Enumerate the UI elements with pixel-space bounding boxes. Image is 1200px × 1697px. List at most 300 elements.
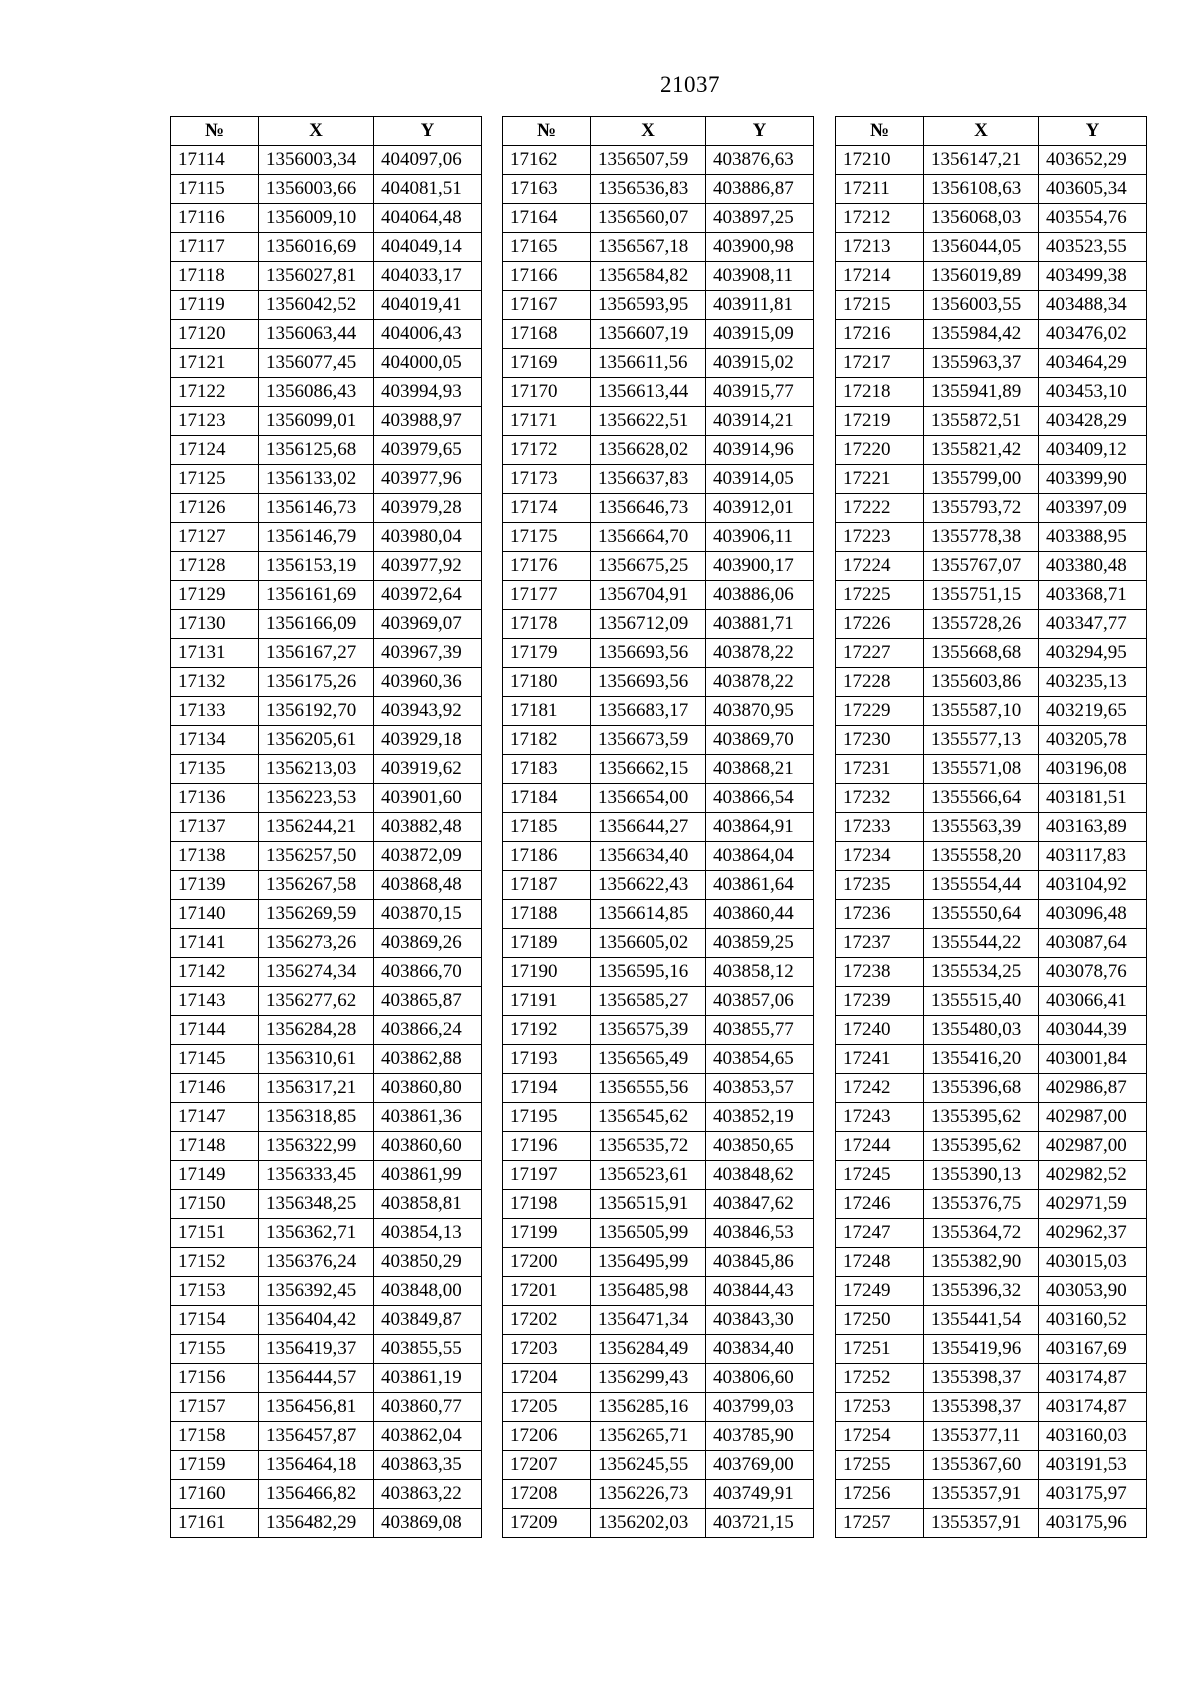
cell-y: 403977,92 — [374, 552, 482, 581]
cell-x: 1355563,39 — [924, 813, 1039, 842]
cell-number: 17162 — [503, 146, 591, 175]
cell-x: 1356192,70 — [259, 697, 374, 726]
cell-number: 17160 — [171, 1480, 259, 1509]
cell-y: 403428,29 — [1039, 407, 1147, 436]
cell-number: 17141 — [171, 929, 259, 958]
cell-x: 1355941,89 — [924, 378, 1039, 407]
table-row — [836, 1103, 1147, 1132]
cell-x: 1356277,62 — [259, 987, 374, 1016]
cell-number: 17240 — [836, 1016, 924, 1045]
table-row — [503, 523, 814, 552]
table-row — [503, 378, 814, 407]
cell-number: 17245 — [836, 1161, 924, 1190]
cell-x: 1356392,45 — [259, 1277, 374, 1306]
cell-y: 403078,76 — [1039, 958, 1147, 987]
cell-number: 17219 — [836, 407, 924, 436]
cell-x: 1355577,13 — [924, 726, 1039, 755]
cell-number: 17188 — [503, 900, 591, 929]
cell-x: 1356683,17 — [591, 697, 706, 726]
table-row — [503, 1045, 814, 1074]
cell-y: 403749,91 — [706, 1480, 814, 1509]
cell-number: 17128 — [171, 552, 259, 581]
cell-y: 403769,00 — [706, 1451, 814, 1480]
table-row — [836, 175, 1147, 204]
cell-number: 17225 — [836, 581, 924, 610]
table-row — [171, 987, 482, 1016]
table-header-row — [503, 117, 814, 146]
table-row — [171, 784, 482, 813]
cell-y: 403855,77 — [706, 1016, 814, 1045]
cell-y: 403980,04 — [374, 523, 482, 552]
cell-number: 17134 — [171, 726, 259, 755]
table-row — [836, 436, 1147, 465]
table-row — [836, 813, 1147, 842]
table-row — [171, 378, 482, 407]
table-row — [836, 204, 1147, 233]
cell-x: 1356146,79 — [259, 523, 374, 552]
cell-y: 403864,04 — [706, 842, 814, 871]
cell-number: 17131 — [171, 639, 259, 668]
cell-x: 1356555,56 — [591, 1074, 706, 1103]
cell-x: 1355566,64 — [924, 784, 1039, 813]
cell-x: 1356712,09 — [591, 610, 706, 639]
cell-number: 17238 — [836, 958, 924, 987]
cell-x: 1355416,20 — [924, 1045, 1039, 1074]
cell-number: 17173 — [503, 465, 591, 494]
cell-x: 1356099,01 — [259, 407, 374, 436]
cell-x: 1356027,81 — [259, 262, 374, 291]
cell-y: 403066,41 — [1039, 987, 1147, 1016]
cell-y: 402962,37 — [1039, 1219, 1147, 1248]
cell-number: 17212 — [836, 204, 924, 233]
coordinate-table-3 — [835, 116, 1147, 1538]
cell-x: 1356245,55 — [591, 1451, 706, 1480]
cell-number: 17256 — [836, 1480, 924, 1509]
table-row — [171, 610, 482, 639]
table-row — [836, 1219, 1147, 1248]
cell-y: 403855,55 — [374, 1335, 482, 1364]
cell-number: 17239 — [836, 987, 924, 1016]
cell-number: 17247 — [836, 1219, 924, 1248]
cell-y: 403862,04 — [374, 1422, 482, 1451]
cell-number: 17119 — [171, 291, 259, 320]
table-row — [836, 639, 1147, 668]
table-row — [503, 1103, 814, 1132]
cell-number: 17114 — [171, 146, 259, 175]
table-row — [171, 581, 482, 610]
cell-number: 17137 — [171, 813, 259, 842]
cell-number: 17154 — [171, 1306, 259, 1335]
table-row — [836, 1509, 1147, 1538]
cell-x: 1356637,83 — [591, 465, 706, 494]
cell-x: 1356644,27 — [591, 813, 706, 842]
header-y: Y — [1039, 117, 1147, 146]
cell-x: 1356317,21 — [259, 1074, 374, 1103]
cell-x: 1355396,32 — [924, 1277, 1039, 1306]
table-row — [171, 320, 482, 349]
cell-number: 17235 — [836, 871, 924, 900]
cell-y: 403881,71 — [706, 610, 814, 639]
table-row — [171, 697, 482, 726]
cell-y: 403163,89 — [1039, 813, 1147, 842]
cell-x: 1356675,25 — [591, 552, 706, 581]
table-row — [836, 1451, 1147, 1480]
cell-number: 17204 — [503, 1364, 591, 1393]
cell-x: 1355357,91 — [924, 1509, 1039, 1538]
table-row — [836, 900, 1147, 929]
table-row — [171, 1074, 482, 1103]
table-row — [171, 639, 482, 668]
table-row — [836, 349, 1147, 378]
header-x: X — [924, 117, 1039, 146]
cell-number: 17117 — [171, 233, 259, 262]
cell-y: 403853,57 — [706, 1074, 814, 1103]
cell-number: 17125 — [171, 465, 259, 494]
table-row — [836, 1132, 1147, 1161]
cell-x: 1356575,39 — [591, 1016, 706, 1045]
cell-number: 17130 — [171, 610, 259, 639]
cell-y: 403399,90 — [1039, 465, 1147, 494]
cell-x: 1355396,68 — [924, 1074, 1039, 1103]
cell-number: 17228 — [836, 668, 924, 697]
cell-number: 17253 — [836, 1393, 924, 1422]
table-row — [503, 1190, 814, 1219]
cell-x: 1355793,72 — [924, 494, 1039, 523]
cell-y: 403914,96 — [706, 436, 814, 465]
cell-y: 404064,48 — [374, 204, 482, 233]
table-row — [503, 581, 814, 610]
cell-x: 1355534,25 — [924, 958, 1039, 987]
cell-y: 403001,84 — [1039, 1045, 1147, 1074]
cell-y: 403866,70 — [374, 958, 482, 987]
table-row — [171, 349, 482, 378]
table-row — [171, 842, 482, 871]
table-row — [171, 494, 482, 523]
cell-x: 1356622,51 — [591, 407, 706, 436]
cell-y: 403453,10 — [1039, 378, 1147, 407]
cell-y: 403854,65 — [706, 1045, 814, 1074]
table-row — [503, 494, 814, 523]
cell-y: 403915,09 — [706, 320, 814, 349]
table-row — [171, 1161, 482, 1190]
table-row — [503, 1480, 814, 1509]
cell-x: 1356622,43 — [591, 871, 706, 900]
cell-number: 17167 — [503, 291, 591, 320]
table-row — [836, 320, 1147, 349]
table-row — [503, 1277, 814, 1306]
table-row — [171, 1045, 482, 1074]
cell-y: 403858,81 — [374, 1190, 482, 1219]
cell-number: 17178 — [503, 610, 591, 639]
cell-number: 17221 — [836, 465, 924, 494]
table-row — [503, 465, 814, 494]
cell-number: 17189 — [503, 929, 591, 958]
cell-x: 1355778,38 — [924, 523, 1039, 552]
table-row — [171, 262, 482, 291]
cell-number: 17175 — [503, 523, 591, 552]
table-row — [836, 233, 1147, 262]
cell-number: 17151 — [171, 1219, 259, 1248]
cell-x: 1356704,91 — [591, 581, 706, 610]
table-row — [503, 1219, 814, 1248]
cell-number: 17138 — [171, 842, 259, 871]
cell-x: 1356019,89 — [924, 262, 1039, 291]
table-row — [836, 929, 1147, 958]
cell-x: 1355558,20 — [924, 842, 1039, 871]
cell-y: 403160,52 — [1039, 1306, 1147, 1335]
cell-x: 1356607,19 — [591, 320, 706, 349]
cell-number: 17148 — [171, 1132, 259, 1161]
cell-number: 17244 — [836, 1132, 924, 1161]
cell-y: 403860,80 — [374, 1074, 482, 1103]
cell-x: 1356322,99 — [259, 1132, 374, 1161]
cell-x: 1355587,10 — [924, 697, 1039, 726]
table-row — [503, 1393, 814, 1422]
cell-x: 1355550,64 — [924, 900, 1039, 929]
cell-y: 403979,28 — [374, 494, 482, 523]
cell-y: 403908,11 — [706, 262, 814, 291]
cell-number: 17164 — [503, 204, 591, 233]
cell-number: 17232 — [836, 784, 924, 813]
cell-x: 1356419,37 — [259, 1335, 374, 1364]
table-row — [171, 291, 482, 320]
cell-x: 1356125,68 — [259, 436, 374, 465]
cell-y: 403914,05 — [706, 465, 814, 494]
cell-number: 17180 — [503, 668, 591, 697]
cell-number: 17255 — [836, 1451, 924, 1480]
table-row — [836, 1045, 1147, 1074]
cell-number: 17147 — [171, 1103, 259, 1132]
table-row — [171, 465, 482, 494]
cell-number: 17140 — [171, 900, 259, 929]
cell-y: 403847,62 — [706, 1190, 814, 1219]
table-row — [171, 929, 482, 958]
cell-y: 403294,95 — [1039, 639, 1147, 668]
cell-x: 1356175,26 — [259, 668, 374, 697]
cell-y: 403911,81 — [706, 291, 814, 320]
cell-number: 17118 — [171, 262, 259, 291]
cell-y: 403605,34 — [1039, 175, 1147, 204]
cell-number: 17241 — [836, 1045, 924, 1074]
table-row — [171, 958, 482, 987]
cell-number: 17171 — [503, 407, 591, 436]
cell-x: 1355984,42 — [924, 320, 1039, 349]
cell-y: 403988,97 — [374, 407, 482, 436]
cell-number: 17190 — [503, 958, 591, 987]
table-row — [836, 1393, 1147, 1422]
table-row — [503, 726, 814, 755]
cell-x: 1356565,49 — [591, 1045, 706, 1074]
cell-number: 17149 — [171, 1161, 259, 1190]
table-row — [836, 552, 1147, 581]
cell-number: 17157 — [171, 1393, 259, 1422]
cell-number: 17121 — [171, 349, 259, 378]
cell-number: 17194 — [503, 1074, 591, 1103]
cell-number: 17195 — [503, 1103, 591, 1132]
cell-y: 403806,60 — [706, 1364, 814, 1393]
cell-x: 1355395,62 — [924, 1103, 1039, 1132]
header-y: Y — [374, 117, 482, 146]
cell-y: 403863,22 — [374, 1480, 482, 1509]
table-row — [171, 552, 482, 581]
cell-number: 17213 — [836, 233, 924, 262]
cell-x: 1356147,21 — [924, 146, 1039, 175]
cell-number: 17236 — [836, 900, 924, 929]
cell-number: 17153 — [171, 1277, 259, 1306]
cell-x: 1356567,18 — [591, 233, 706, 262]
cell-number: 17192 — [503, 1016, 591, 1045]
table-row — [171, 1219, 482, 1248]
cell-x: 1356662,15 — [591, 755, 706, 784]
cell-y: 403174,87 — [1039, 1364, 1147, 1393]
table-row — [836, 871, 1147, 900]
cell-x: 1356482,29 — [259, 1509, 374, 1538]
cell-number: 17215 — [836, 291, 924, 320]
cell-y: 403181,51 — [1039, 784, 1147, 813]
cell-x: 1356223,53 — [259, 784, 374, 813]
table-row — [503, 813, 814, 842]
cell-y: 403860,44 — [706, 900, 814, 929]
table-row — [503, 146, 814, 175]
cell-number: 17220 — [836, 436, 924, 465]
table-row — [503, 291, 814, 320]
cell-number: 17144 — [171, 1016, 259, 1045]
cell-number: 17127 — [171, 523, 259, 552]
cell-y: 403499,38 — [1039, 262, 1147, 291]
cell-y: 402982,52 — [1039, 1161, 1147, 1190]
cell-number: 17181 — [503, 697, 591, 726]
table-row — [503, 871, 814, 900]
table-row — [503, 1248, 814, 1277]
cell-x: 1355441,54 — [924, 1306, 1039, 1335]
cell-number: 17174 — [503, 494, 591, 523]
cell-y: 403862,88 — [374, 1045, 482, 1074]
cell-x: 1356515,91 — [591, 1190, 706, 1219]
cell-y: 403235,13 — [1039, 668, 1147, 697]
cell-y: 403368,71 — [1039, 581, 1147, 610]
table-row — [171, 1132, 482, 1161]
cell-y: 403861,99 — [374, 1161, 482, 1190]
cell-x: 1356485,98 — [591, 1277, 706, 1306]
cell-x: 1356269,59 — [259, 900, 374, 929]
cell-x: 1356495,99 — [591, 1248, 706, 1277]
cell-x: 1356063,44 — [259, 320, 374, 349]
cell-y: 402987,00 — [1039, 1132, 1147, 1161]
cell-y: 403967,39 — [374, 639, 482, 668]
cell-number: 17234 — [836, 842, 924, 871]
cell-x: 1356244,21 — [259, 813, 374, 842]
cell-number: 17197 — [503, 1161, 591, 1190]
cell-number: 17158 — [171, 1422, 259, 1451]
cell-y: 402971,59 — [1039, 1190, 1147, 1219]
cell-y: 403174,87 — [1039, 1393, 1147, 1422]
cell-y: 403979,65 — [374, 436, 482, 465]
cell-number: 17237 — [836, 929, 924, 958]
table-row — [836, 291, 1147, 320]
table-row — [836, 465, 1147, 494]
cell-number: 17251 — [836, 1335, 924, 1364]
cell-y: 403015,03 — [1039, 1248, 1147, 1277]
cell-y: 403160,03 — [1039, 1422, 1147, 1451]
cell-number: 17163 — [503, 175, 591, 204]
header-x: X — [591, 117, 706, 146]
cell-x: 1356646,73 — [591, 494, 706, 523]
table-row — [171, 436, 482, 465]
cell-y: 403994,93 — [374, 378, 482, 407]
cell-number: 17145 — [171, 1045, 259, 1074]
cell-number: 17139 — [171, 871, 259, 900]
table-row — [503, 1074, 814, 1103]
cell-y: 404049,14 — [374, 233, 482, 262]
table-row — [836, 146, 1147, 175]
cell-x: 1356161,69 — [259, 581, 374, 610]
cell-number: 17231 — [836, 755, 924, 784]
table-row — [503, 697, 814, 726]
cell-x: 1355571,08 — [924, 755, 1039, 784]
cell-number: 17242 — [836, 1074, 924, 1103]
cell-number: 17115 — [171, 175, 259, 204]
cell-number: 17170 — [503, 378, 591, 407]
cell-y: 403869,08 — [374, 1509, 482, 1538]
cell-y: 403117,83 — [1039, 842, 1147, 871]
cell-y: 403205,78 — [1039, 726, 1147, 755]
cell-x: 1355872,51 — [924, 407, 1039, 436]
cell-y: 403900,17 — [706, 552, 814, 581]
table-row — [503, 1132, 814, 1161]
cell-y: 403464,29 — [1039, 349, 1147, 378]
cell-x: 1355390,13 — [924, 1161, 1039, 1190]
cell-x: 1356003,55 — [924, 291, 1039, 320]
cell-y: 403523,55 — [1039, 233, 1147, 262]
cell-y: 403969,07 — [374, 610, 482, 639]
cell-x: 1356664,70 — [591, 523, 706, 552]
cell-number: 17206 — [503, 1422, 591, 1451]
cell-y: 403864,91 — [706, 813, 814, 842]
cell-y: 403834,40 — [706, 1335, 814, 1364]
cell-y: 403409,12 — [1039, 436, 1147, 465]
cell-number: 17135 — [171, 755, 259, 784]
cell-number: 17196 — [503, 1132, 591, 1161]
cell-y: 403167,69 — [1039, 1335, 1147, 1364]
coordinate-table-1 — [170, 116, 482, 1538]
cell-y: 403104,92 — [1039, 871, 1147, 900]
table-row — [171, 1335, 482, 1364]
table-row — [503, 407, 814, 436]
cell-x: 1356362,71 — [259, 1219, 374, 1248]
cell-x: 1355382,90 — [924, 1248, 1039, 1277]
cell-number: 17199 — [503, 1219, 591, 1248]
cell-number: 17159 — [171, 1451, 259, 1480]
cell-y: 404081,51 — [374, 175, 482, 204]
cell-number: 17185 — [503, 813, 591, 842]
header-x: X — [259, 117, 374, 146]
cell-y: 403852,19 — [706, 1103, 814, 1132]
cell-y: 403854,13 — [374, 1219, 482, 1248]
table-row — [171, 900, 482, 929]
table-row — [171, 523, 482, 552]
cell-y: 403869,26 — [374, 929, 482, 958]
cell-number: 17155 — [171, 1335, 259, 1364]
cell-number: 17201 — [503, 1277, 591, 1306]
cell-x: 1356545,62 — [591, 1103, 706, 1132]
cell-x: 1356673,59 — [591, 726, 706, 755]
cell-x: 1355377,11 — [924, 1422, 1039, 1451]
cell-x: 1356444,57 — [259, 1364, 374, 1393]
cell-y: 404019,41 — [374, 291, 482, 320]
cell-x: 1356166,09 — [259, 610, 374, 639]
cell-y: 403848,00 — [374, 1277, 482, 1306]
cell-number: 17123 — [171, 407, 259, 436]
